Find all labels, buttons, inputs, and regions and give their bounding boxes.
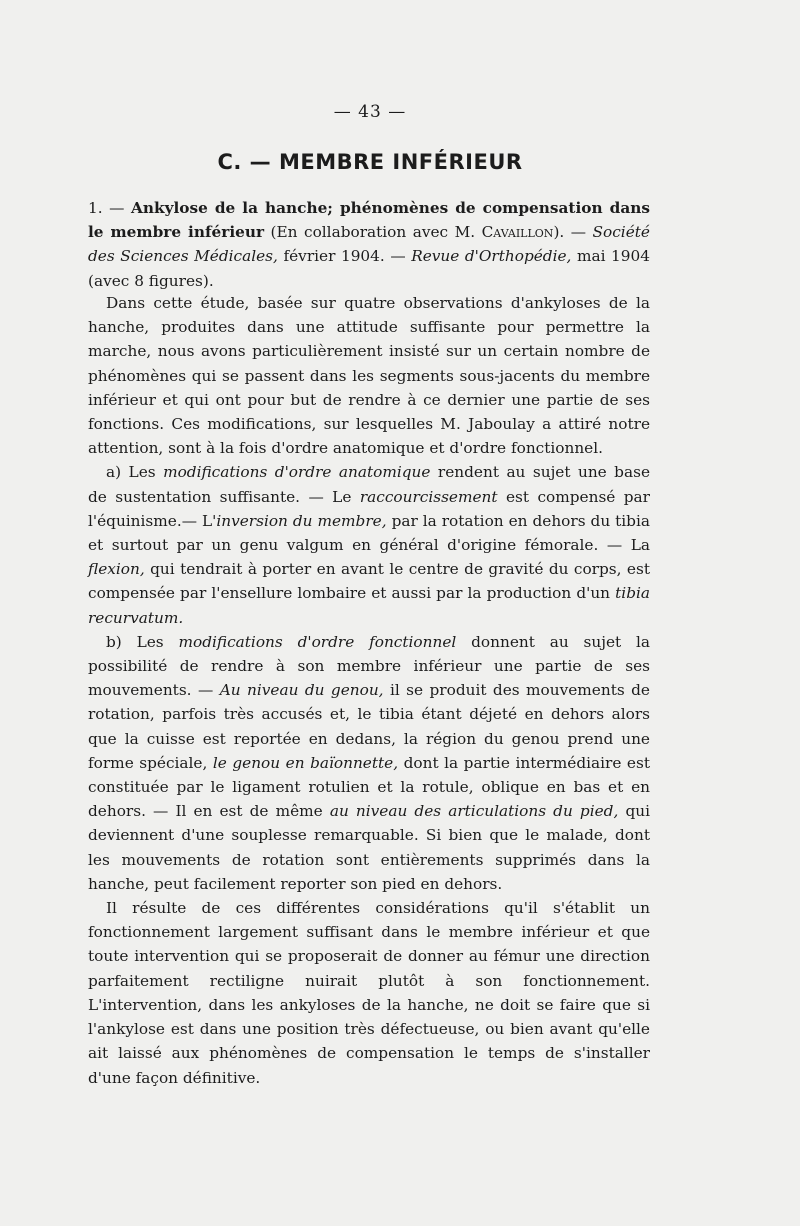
para3-italic-b: modifications d'ordre fonctionnel xyxy=(178,632,457,651)
para2-text-a: a) Les xyxy=(106,463,156,482)
para2-text-c: rendent au sujet une base de sustentation suffisante. — Le xyxy=(88,463,650,506)
para3-italic-d: Au niveau du genou, xyxy=(219,681,384,700)
reference-title: Ankylose de la hanche; phénomènes de compensation dans le membre inférieur xyxy=(88,199,650,242)
paragraph-2 xyxy=(88,460,650,629)
reference-collab-suffix: ). — xyxy=(553,223,587,242)
para2-text-e: est compensé par l'équinisme.— L' xyxy=(88,487,650,530)
para2-text-i: qui tendrait à porter en avant le centre de gravité du corps, est compensée par l'ensellure lombaire et aussi par la production d'un xyxy=(88,560,650,603)
reference-collab-name: Cavaillon xyxy=(481,223,554,242)
para3-text-a: b) Les xyxy=(106,632,164,651)
reference-collab-prefix: (En collaboration avec M. xyxy=(270,223,476,242)
reference-journal-1: Société des Sciences Médicales, xyxy=(88,223,650,266)
bibliographic-reference xyxy=(88,196,650,293)
paragraph-4: Il résulte de ces différentes considérations qu'il s'établit un fonctionnement largement suffisant dans le membre inférieur et que toute intervention qui se proposerait de donner au fémur une direction parfaitement rectiligne nuirait plutôt à son fonctionnement. L'intervention, dans les ankyloses de la hanche, ne doit se faire que si l'ankylose est dans une position très défectueuse, ou bien avant qu'elle ait laissé aux phénomènes de compensation le temps de s'installer d'une façon définitive. xyxy=(88,899,650,1087)
para2-italic-h: flexion, xyxy=(88,560,145,579)
reference-date-1: février 1904. — xyxy=(283,247,406,266)
body-text xyxy=(88,291,650,1090)
para3-text-g: dont la partie intermédiaire est constituée par le ligament rotulien et la rotule, oblique en bas et en dehors. — Il en est de même xyxy=(88,753,650,821)
para2-italic-b: modifications d'ordre anatomique xyxy=(163,463,431,482)
para3-italic-f: le genou en baïonnette, xyxy=(212,753,399,772)
reference-date-2: mai 1904 (avec 8 figures). xyxy=(88,247,650,290)
para2-italic-d: raccourcissement xyxy=(359,487,498,506)
para2-italic-f: inversion du membre, xyxy=(216,511,387,530)
reference-journal-2: Revue d'Orthopédie, xyxy=(411,247,572,266)
para3-italic-h: au niveau des articulations du pied, xyxy=(329,802,619,821)
para3-text-c: donnent au sujet la possibilité de rendre à son membre inférieur une partie de ses mouvements. — xyxy=(88,632,650,700)
section-title: C. — MEMBRE INFÉRIEUR xyxy=(217,150,523,174)
para2-text-g: par la rotation en dehors du tibia et surtout par un genu valgum en général d'origine fémorale. — La xyxy=(88,511,650,555)
reference-number: 1. — xyxy=(88,199,125,217)
para3-text-i: qui deviennent d'une souplesse remarquable. Si bien que le malade, dont les mouvements de rotation sont entièrements supprimés dans la hanche, peut facilement reporter son pied en dehors. xyxy=(88,802,650,893)
para3-text-e: il se produit des mouvements de rotation, parfois très accusés et, le tibia étant déjeté en dehors alors que la cuisse est reportée en dedans, la région du genou prend une forme spéciale, xyxy=(88,681,650,772)
page-number: — 43 — xyxy=(333,102,407,122)
paragraph-3 xyxy=(88,630,650,896)
paragraph-1: Dans cette étude, basée sur quatre observations d'ankyloses de la hanche, produites dans une attitude suffisante pour permettre la marche, nous avons particulièrement insisté sur un certain nombre de phénomènes qui se passent dans les segments sous-jacents du membre inférieur et qui ont pour but de rendre à ce dernier une partie de ses fonctions. Ces modifications, sur lesquelles M. Jaboulay a attiré notre attention, sont à la fois d'ordre anatomique et d'ordre fonctionnel. xyxy=(88,294,650,458)
para2-italic-j: tibia recurvatum. xyxy=(88,584,650,627)
